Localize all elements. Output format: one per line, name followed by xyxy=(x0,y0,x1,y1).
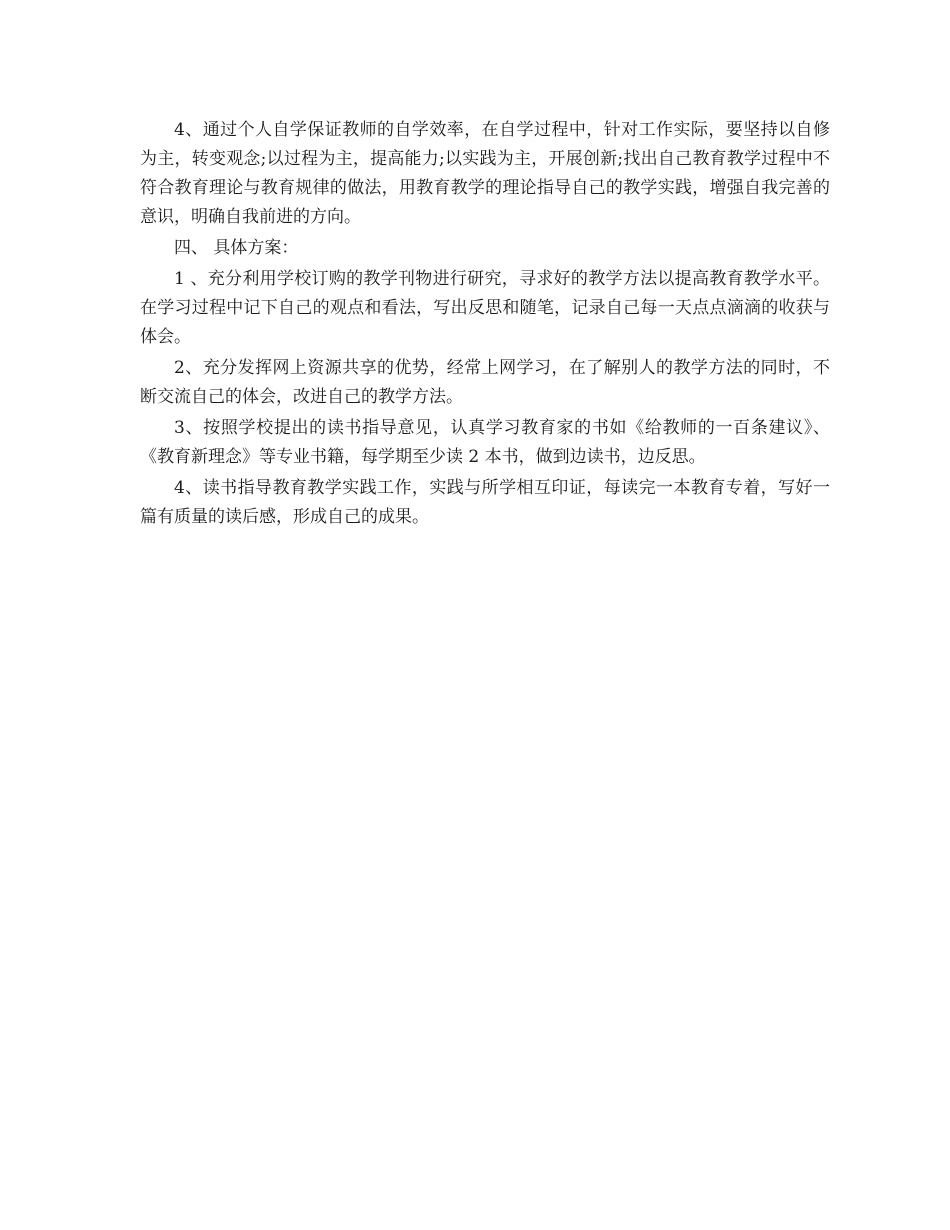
paragraph-plan-4: 4、读书指导教育教学实践工作，实践与所学相互印证，每读完一本教育专着，写好一篇有质量的读后感，形成自己的成果。 xyxy=(140,478,830,527)
document-body xyxy=(140,116,830,534)
paragraph-plan-2: 2、充分发挥网上资源共享的优势，经常上网学习，在了解别人的教学方法的同时，不断交流自己的体会，改进自己的教学方法。 xyxy=(140,358,830,407)
paragraph-plan-3: 3、按照学校提出的读书指导意见，认真学习教育家的书如《给教师的一百条建议》、《教育新理念》等专业书籍，每学期至少读 2 本书，做到边读书，边反思。 xyxy=(140,418,830,467)
paragraph-item-4-self-study: 4、通过个人自学保证教师的自学效率，在自学过程中，针对工作实际，要坚持以自修为主，转变观念;以过程为主，提高能力;以实践为主，开展创新;找出自己教育教学过程中不符合教育理论与教育规律的做法，用教育教学的理论指导自己的教学实践，增强自我完善的意识，明确自我前进的方向。 xyxy=(140,120,830,227)
paragraph-plan-1: 1 、充分利用学校订购的教学刊物进行研究，寻求好的教学方法以提高教育教学水平。在学习过程中记下自己的观点和看法，写出反思和随笔，记录自己每一天点点滴滴的收获与体会。 xyxy=(140,269,830,347)
section-heading-specific-plan: 四、 具体方案： xyxy=(174,238,299,258)
